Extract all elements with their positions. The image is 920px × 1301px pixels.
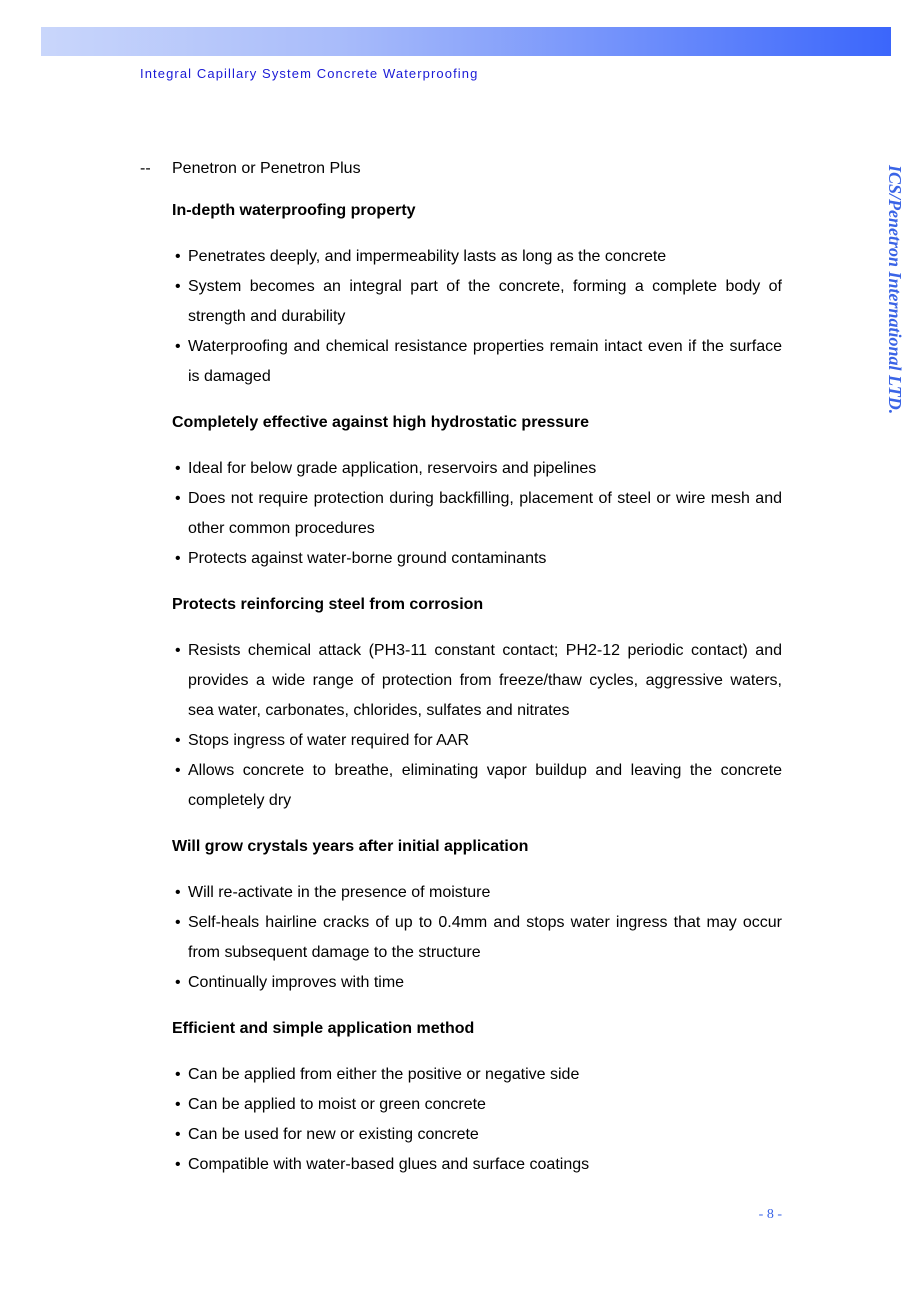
bullet-dot-icon: • (175, 884, 181, 901)
section (172, 1018, 782, 1180)
bullet-dot-icon: • (175, 1156, 181, 1173)
section-title: Protects reinforcing steel from corrosion (172, 596, 484, 613)
list-item-text: Can be applied from either the positive or negative side (188, 1066, 580, 1083)
bullet-dot-icon: • (175, 914, 181, 931)
intro-text: Penetron or Penetron Plus (172, 160, 361, 177)
list-item (172, 1090, 782, 1120)
list-item (172, 908, 782, 968)
list-item-text: Self-heals hairline cracks of up to 0.4mm and stops water ingress that may occur from subsequent damage to the structure (188, 914, 782, 961)
bullet-dot-icon: • (175, 550, 181, 567)
bullet-dot-icon: • (175, 762, 181, 779)
list-item (172, 272, 782, 332)
bullet-list (172, 878, 782, 998)
section (172, 836, 782, 998)
list-item-text: Ideal for below grade application, reservoirs and pipelines (188, 460, 597, 477)
section-title: In-depth waterproofing property (172, 202, 416, 219)
section (172, 412, 782, 574)
list-item-text: Stops ingress of water required for AAR (188, 732, 470, 749)
page-number: - 8 - (758, 1207, 782, 1222)
sections-container (140, 200, 782, 1180)
bullet-list (172, 1060, 782, 1180)
list-item-text: Penetrates deeply, and impermeability lasts as long as the concrete (188, 248, 667, 265)
list-item-text: Does not require protection during backfilling, placement of steel or wire mesh and other common procedures (188, 490, 782, 537)
list-item-text: Allows concrete to breathe, eliminating vapor buildup and leaving the concrete completely dry (188, 762, 782, 809)
page-content (140, 158, 782, 1180)
list-item (172, 726, 782, 756)
section-title: Will grow crystals years after initial application (172, 838, 529, 855)
bullet-dot-icon: • (175, 732, 181, 749)
bullet-dot-icon: • (175, 338, 181, 355)
list-item-text: Continually improves with time (188, 974, 405, 991)
list-item (172, 756, 782, 816)
bullet-dot-icon: • (175, 278, 181, 295)
bullet-dot-icon: • (175, 1066, 181, 1083)
list-item-text: Resists chemical attack (PH3-11 constant contact; PH2-12 periodic contact) and provides a wide range of protection from freeze/thaw cycles, aggressive waters, sea water, carbonates, chlorides, sulfates and nitrates (188, 642, 782, 719)
bullet-list (172, 454, 782, 574)
list-item-text: Can be applied to moist or green concrete (188, 1096, 486, 1113)
list-item-text: Waterproofing and chemical resistance properties remain intact even if the surface is damaged (188, 338, 782, 385)
list-item (172, 454, 782, 484)
header-gradient-bar (41, 27, 891, 56)
intro-dash: -- (140, 160, 151, 177)
bullet-dot-icon: • (175, 490, 181, 507)
list-item (172, 544, 782, 574)
list-item (172, 484, 782, 544)
list-item-text: Compatible with water-based glues and surface coatings (188, 1156, 590, 1173)
list-item (172, 968, 782, 998)
side-company-name: ICS/Penetron International LTD. (885, 165, 905, 415)
bullet-dot-icon: • (175, 248, 181, 265)
list-item (172, 242, 782, 272)
bullet-list (172, 636, 782, 816)
section-title: Completely effective against high hydrostatic pressure (172, 414, 590, 431)
bullet-dot-icon: • (175, 642, 181, 659)
bullet-dot-icon: • (175, 1126, 181, 1143)
list-item-text: Can be used for new or existing concrete (188, 1126, 479, 1143)
header-title: Integral Capillary System Concrete Waterproofing (140, 66, 479, 81)
list-item (172, 1120, 782, 1150)
list-item (172, 1150, 782, 1180)
list-item-text: Will re-activate in the presence of moisture (188, 884, 491, 901)
intro-line (140, 158, 782, 180)
section (172, 594, 782, 816)
section-title: Efficient and simple application method (172, 1020, 475, 1037)
list-item (172, 878, 782, 908)
list-item-text: System becomes an integral part of the concrete, forming a complete body of strength and durability (188, 278, 782, 325)
bullet-dot-icon: • (175, 974, 181, 991)
list-item-text: Protects against water-borne ground contaminants (188, 550, 547, 567)
bullet-list (172, 242, 782, 392)
list-item (172, 1060, 782, 1090)
list-item (172, 636, 782, 726)
section (172, 200, 782, 392)
list-item (172, 332, 782, 392)
bullet-dot-icon: • (175, 1096, 181, 1113)
bullet-dot-icon: • (175, 460, 181, 477)
